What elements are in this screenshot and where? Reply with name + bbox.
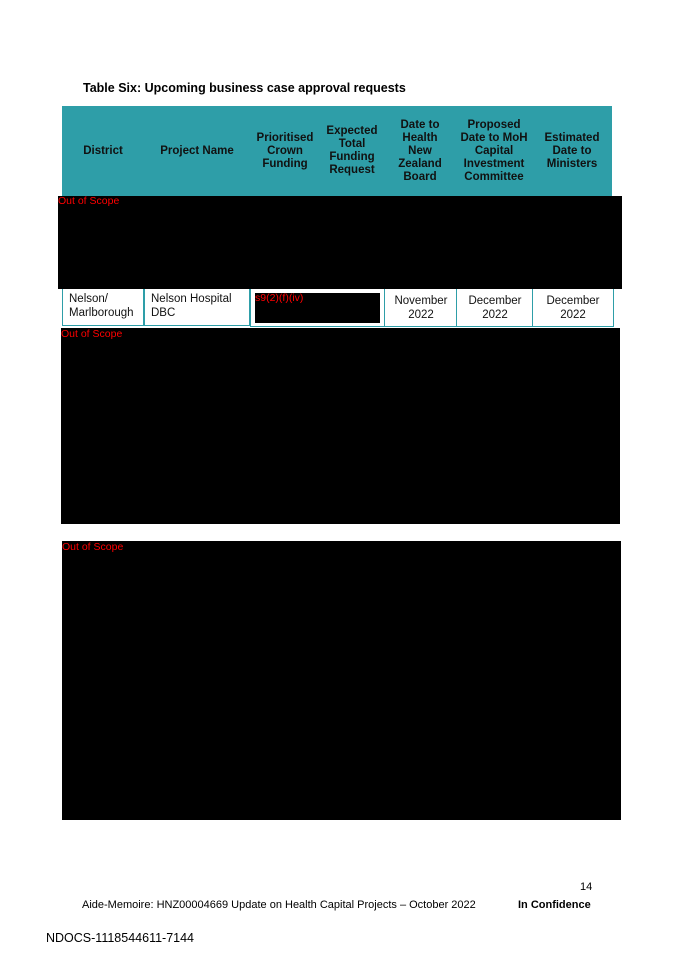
header-district: District [83, 144, 123, 157]
redaction-label: Out of Scope [61, 328, 123, 340]
funding-redaction-label: s9(2)(f)(iv) [255, 292, 304, 304]
page-number: 14 [580, 881, 593, 893]
header-ministers-date: Estimated Date to Ministers [544, 131, 600, 170]
header-moh-committee-date: Proposed Date to MoH Capital Investment Committee [460, 118, 528, 183]
header-prioritised-crown-funding: Prioritised Crown Funding [256, 131, 314, 170]
cell-board-date: November 2022 [384, 289, 458, 327]
redaction-block [62, 541, 621, 820]
redaction-block [61, 328, 620, 524]
header-project-name: Project Name [160, 144, 234, 157]
cell-moh-date: December 2022 [456, 289, 534, 327]
classification-label: In Confidence [518, 899, 591, 911]
table-row [62, 289, 612, 328]
header-expected-total-funding: Expected Total Funding Request [326, 125, 378, 176]
cell-district: Nelson/ Marlborough [62, 289, 144, 326]
footer-memo: Aide-Memoire: HNZ00004669 Update on Health Capital Projects – October 2022 [82, 899, 476, 911]
table-caption: Table Six: Upcoming business case approval requests [83, 81, 406, 95]
redaction-label: Out of Scope [62, 541, 124, 553]
cell-ministers-date: December 2022 [532, 289, 614, 327]
redaction-block [58, 196, 622, 289]
document-id: NDOCS-1118544611-7144 [46, 931, 195, 945]
header-date-to-board: Date to Health New Zealand Board [398, 118, 442, 183]
redaction-label: Out of Scope [58, 195, 120, 207]
cell-project-name: Nelson Hospital DBC [144, 289, 250, 326]
table-header-row [62, 106, 612, 196]
cell-funding-redacted [250, 289, 386, 327]
